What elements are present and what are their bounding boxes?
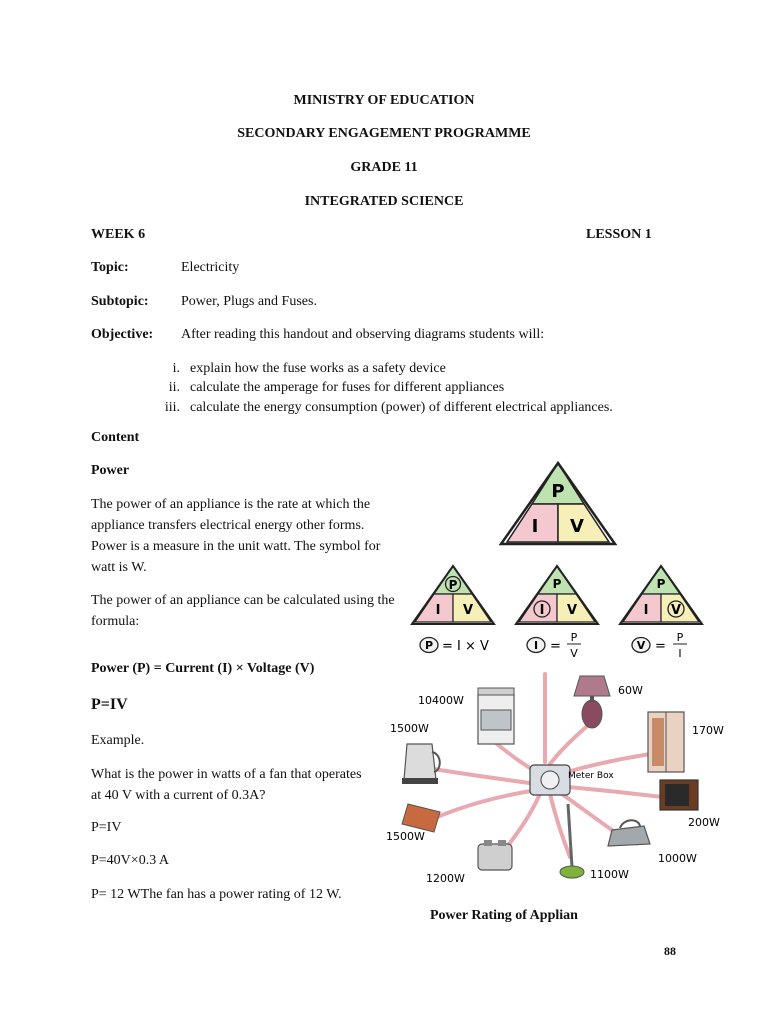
small-i-label: I <box>435 603 441 618</box>
heater-power-label: 1500W <box>386 830 425 843</box>
objective-label: Objective: <box>91 327 154 342</box>
triangle-v-label: V <box>570 516 584 537</box>
formula-i-denominator: V <box>570 647 578 660</box>
rearranged-formulas <box>412 628 712 662</box>
small-triangle-i <box>512 564 602 626</box>
formula-i-symbol: I <box>533 639 539 652</box>
toaster-icon <box>478 840 512 870</box>
header-ministry: MINISTRY OF EDUCATION <box>293 93 475 108</box>
cooker-icon <box>478 688 514 744</box>
tv-icon <box>660 780 698 810</box>
example-answer: P= 12 WThe fan has a power rating of 12 W. <box>91 887 342 902</box>
iron-power-label: 1000W <box>658 852 697 865</box>
iron-icon <box>608 820 650 846</box>
small-v-label: V <box>670 603 682 618</box>
toaster-power-label: 1200W <box>426 872 465 885</box>
lamp-power-label: 60W <box>618 684 643 697</box>
formula-i-equals: = <box>550 639 561 654</box>
formula-v-symbol: V <box>636 639 646 652</box>
content-heading: Content <box>91 430 140 445</box>
page-number: 88 <box>664 944 676 958</box>
lesson-label: LESSON 1 <box>586 227 652 242</box>
small-triangle-v <box>616 564 706 626</box>
objective-item-text: explain how the fuse works as a safety device <box>190 361 446 376</box>
objective-item-text: calculate the energy consumption (power) of different electrical appliances. <box>190 400 613 415</box>
triangle-p-label: P <box>551 481 565 502</box>
kettle-power-label: 1500W <box>390 722 429 735</box>
power-formula-intro: The power of an appliance can be calculated using the formula: <box>91 593 395 629</box>
header-subject: INTEGRATED SCIENCE <box>304 194 464 209</box>
meter-box-label: Meter Box <box>568 771 614 781</box>
formula-v-equals: = <box>655 639 666 654</box>
power-definition-paragraph: The power of an appliance is the rate at which the appliance transfers electrical energy other forms. Power is a measure in the unit watt. The symbol for watt is W. <box>91 497 381 575</box>
pi-formula: P=IV <box>91 696 128 713</box>
fridge-power-label: 170W <box>692 724 724 737</box>
week-label: WEEK 6 <box>91 227 146 242</box>
piv-triangle-diagram <box>495 460 621 546</box>
objective-item-number: ii. <box>168 380 180 395</box>
small-p-label: P <box>448 578 458 592</box>
formula-i-numerator: P <box>570 631 578 644</box>
small-p-label: P <box>656 577 666 591</box>
small-i-label: I <box>539 603 545 618</box>
topic-label: Topic: <box>91 260 129 275</box>
example-question: What is the power in watts of a fan that operates at 40 V with a current of 0.3A? <box>91 767 362 803</box>
heater-icon <box>402 804 440 832</box>
small-v-label: V <box>462 603 474 618</box>
topic-value: Electricity <box>181 260 240 275</box>
cooker-power-label: 10400W <box>418 694 464 707</box>
example-step: P=IV <box>91 820 122 835</box>
objective-item-text: calculate the amperage for fuses for different appliances <box>190 380 505 395</box>
small-i-label: I <box>643 603 649 618</box>
tv-power-label: 200W <box>688 816 720 829</box>
subtopic-value: Power, Plugs and Fuses. <box>181 294 317 309</box>
fridge-icon <box>648 712 684 772</box>
formula-v-denominator: I <box>678 647 682 660</box>
small-triangle-p <box>408 564 498 626</box>
header-grade: GRADE 11 <box>350 160 418 175</box>
example-label: Example. <box>91 733 145 748</box>
formula-p-symbol: P <box>424 639 434 652</box>
small-p-label: P <box>552 577 562 591</box>
formula-p-equals: = I × V <box>442 639 489 654</box>
objective-item-number: i. <box>172 361 180 376</box>
objective-item-number: iii. <box>164 400 180 415</box>
power-formula: Power (P) = Current (I) × Voltage (V) <box>91 661 315 676</box>
small-v-label: V <box>566 603 578 618</box>
vacuum-power-label: 1100W <box>590 868 629 881</box>
lamp-icon <box>574 676 610 728</box>
header-programme: SECONDARY ENGAGEMENT PROGRAMME <box>237 126 531 141</box>
objective-value: After reading this handout and observing diagrams students will: <box>181 327 545 342</box>
subtopic-label: Subtopic: <box>91 294 149 309</box>
kettle-icon <box>402 744 440 784</box>
appliance-power-diagram <box>382 672 742 902</box>
figure-caption: Power Rating of Applian <box>430 908 578 923</box>
example-step: P=40V×0.3 A <box>91 853 170 868</box>
power-heading: Power <box>91 463 130 478</box>
triangle-i-label: I <box>531 516 539 537</box>
formula-v-numerator: P <box>676 631 684 644</box>
